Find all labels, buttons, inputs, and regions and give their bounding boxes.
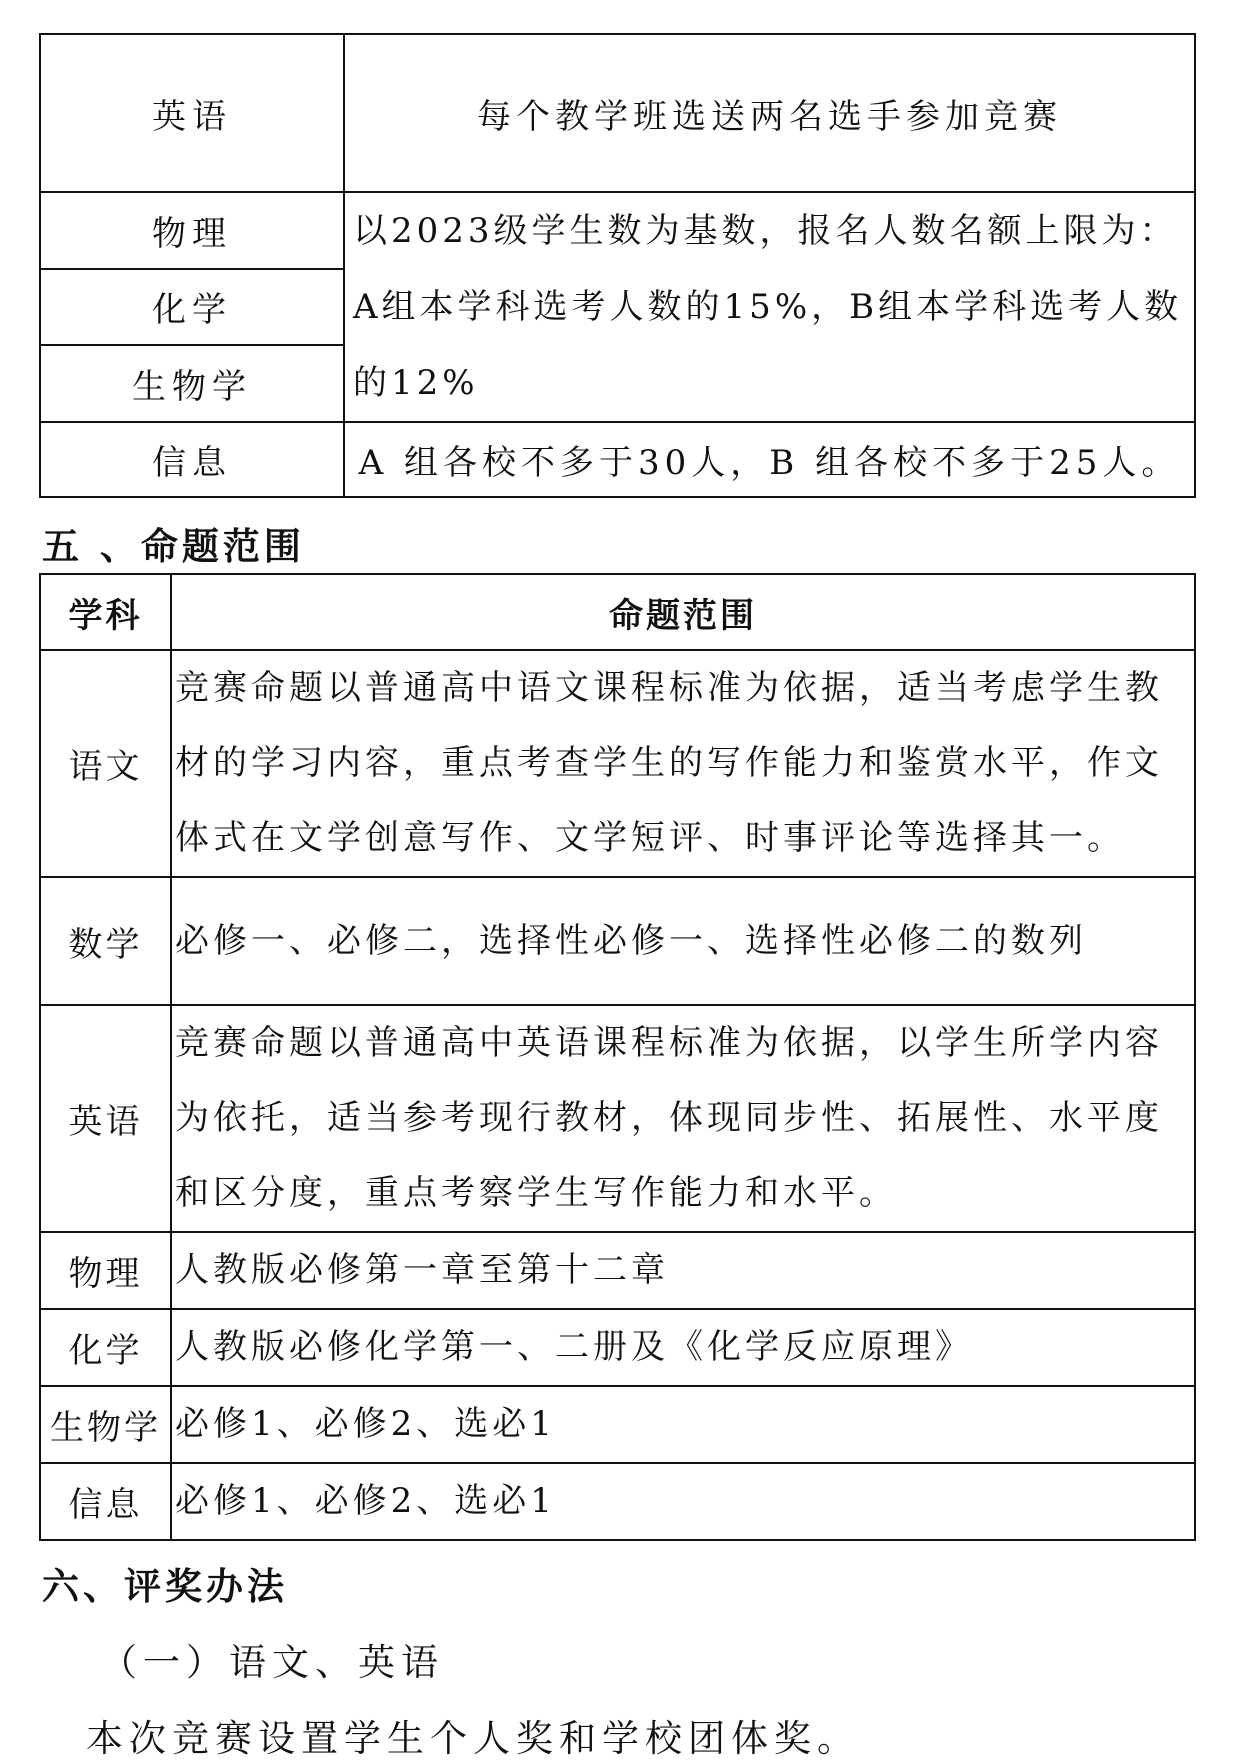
scope-cell: 人教版必修第一章至第十二章 <box>171 1232 1195 1309</box>
subject-cell: 信息 <box>40 422 344 497</box>
subject-cell: 语文 <box>40 650 171 877</box>
table-row <box>40 1005 1195 1232</box>
body-paragraph: 本次竞赛设置学生个人奖和学校团体奖。 <box>86 1717 860 1760</box>
section-heading-5: 五 、命题范围 <box>42 525 305 568</box>
subject-cell: 生物学 <box>40 345 344 422</box>
table-row <box>40 1232 1195 1309</box>
table-row <box>40 650 1195 877</box>
subsection-heading: （一）语文、英语 <box>100 1641 444 1684</box>
table-row <box>40 877 1195 1005</box>
table-row <box>40 34 1195 192</box>
subject-cell: 英语 <box>40 1005 171 1232</box>
table-row <box>40 192 1195 269</box>
subject-cell: 物理 <box>40 1232 171 1309</box>
table-header-row <box>40 574 1195 650</box>
subject-cell: 信息 <box>40 1463 171 1540</box>
scope-cell: 人教版必修化学第一、二册及《化学反应原理》 <box>171 1309 1195 1386</box>
table-row <box>40 1386 1195 1463</box>
quota-cell: A 组各校不多于30人，B 组各校不多于25人。 <box>344 422 1195 497</box>
quota-cell: 每个教学班选送两名选手参加竞赛 <box>344 34 1195 192</box>
table-row <box>40 1463 1195 1540</box>
subject-cell: 数学 <box>40 877 171 1005</box>
scope-cell: 竞赛命题以普通高中英语课程标准为依据，以学生所学内容为依托，适当参考现行教材，体现同步性、拓展性、水平度和区分度，重点考察学生写作能力和水平。 <box>171 1005 1195 1232</box>
scope-table <box>39 573 1196 1541</box>
table-row <box>40 422 1195 497</box>
table-row <box>40 1309 1195 1386</box>
subject-cell: 化学 <box>40 1309 171 1386</box>
scope-cell: 必修一、必修二，选择性必修一、选择性必修二的数列 <box>171 877 1195 1005</box>
section-heading-6: 六、评奖办法 <box>42 1565 288 1608</box>
subject-cell: 生物学 <box>40 1386 171 1463</box>
subject-cell: 物理 <box>40 192 344 269</box>
quota-table <box>39 33 1196 498</box>
subject-cell: 英语 <box>40 34 344 192</box>
header-subject: 学科 <box>40 574 171 650</box>
scope-cell: 必修1、必修2、选必1 <box>171 1463 1195 1540</box>
scope-cell: 竞赛命题以普通高中语文课程标准为依据，适当考虑学生教材的学习内容，重点考查学生的写作能力和鉴赏水平，作文体式在文学创意写作、文学短评、时事评论等选择其一。 <box>171 650 1195 877</box>
scope-cell: 必修1、必修2、选必1 <box>171 1386 1195 1463</box>
quota-cell-merged: 以2023级学生数为基数，报名人数名额上限为：A组本学科选考人数的15%，B组本学科选考人数的12% <box>344 192 1195 422</box>
subject-cell: 化学 <box>40 269 344 346</box>
header-scope: 命题范围 <box>171 574 1195 650</box>
